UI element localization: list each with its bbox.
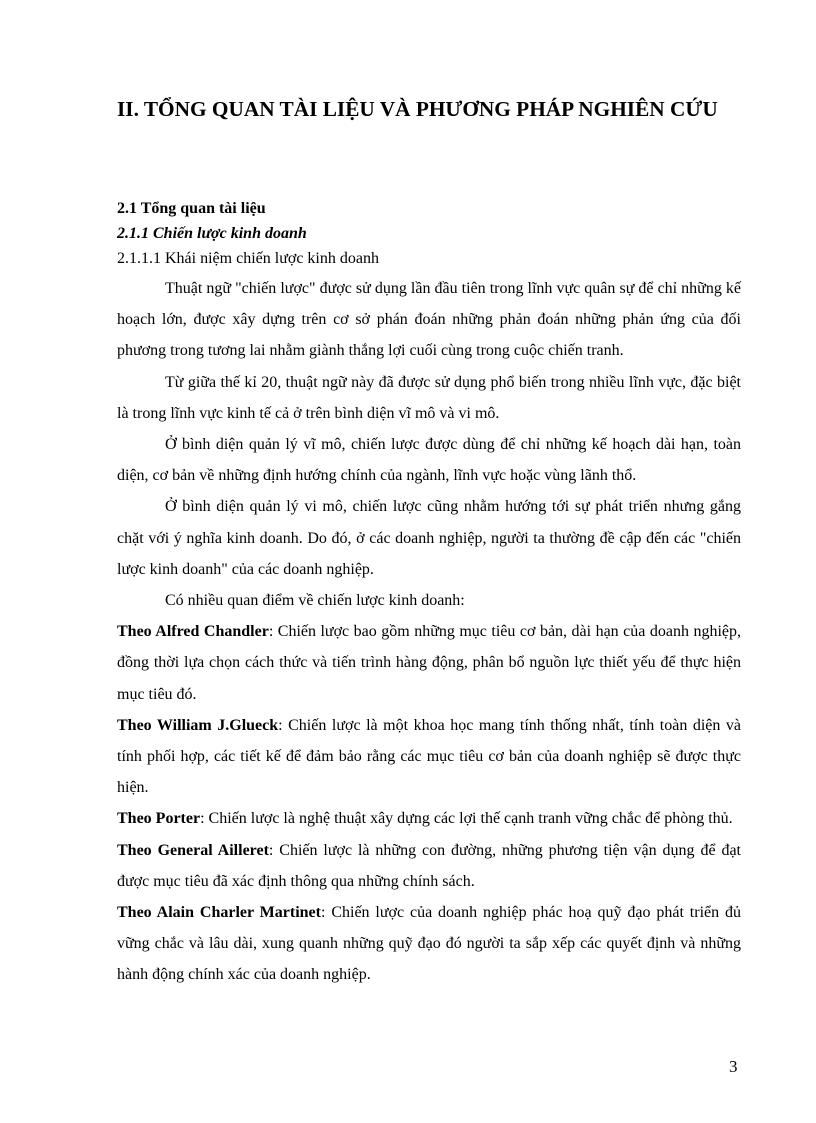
definition-item <box>117 803 741 834</box>
definition-author: Theo General Ailleret <box>117 841 269 859</box>
definition-item <box>117 897 741 991</box>
chapter-title: II. TỔNG QUAN TÀI LIỆU VÀ PHƯƠNG PHÁP NGHIÊN CỨU <box>117 97 718 121</box>
section-heading: 2.1 Tổng quan tài liệu <box>117 200 266 217</box>
subsubsection-heading: 2.1.1.1 Khái niệm chiến lược kinh doanh <box>117 250 379 267</box>
subsection-heading: 2.1.1 Chiến lược kinh doanh <box>117 225 307 242</box>
body-paragraph: Có nhiều quan điểm về chiến lược kinh doanh: <box>165 592 465 610</box>
body-paragraph: Ở bình diện quản lý vi mô, chiến lược cũng nhằm hướng tới sự phát triển nhưng gắng chặt với ý nghĩa kinh doanh. Do đó, ở các doanh nghiệp, người ta thường đề cập đến các "chiến lược kinh doanh" của các doanh nghiệp. <box>117 498 741 578</box>
body-paragraph: Từ giữa thế kỉ 20, thuật ngữ này đã được sử dụng phổ biến trong nhiều lĩnh vực, đặc biệt là trong lĩnh vực kinh tế cả ở trên bình diện vĩ mô và vi mô. <box>117 373 741 422</box>
page-content <box>117 197 741 991</box>
definition-text: : Chiến lược là nghệ thuật xây dựng các lợi thế cạnh tranh vững chắc để phòng thủ. <box>200 810 733 828</box>
body-paragraph: Ở bình diện quản lý vĩ mô, chiến lược được dùng để chỉ những kế hoạch dài hạn, toàn diện, cơ bản về những định hướng chính của ngành, lĩnh vực hoặc vùng lãnh thổ. <box>117 436 741 485</box>
definition-text: : Chiến lược bao gồm những mục tiêu cơ bản, dài hạn của doanh nghiệp, đồng thời lựa chọn cách thức và tiến trình hàng động, phân bổ nguồn lực thiết yếu để thực hiện mục tiêu đó. <box>117 623 742 703</box>
body-paragraph: Thuật ngữ "chiến lược" được sử dụng lần đầu tiên trong lĩnh vực quân sự để chỉ những kế hoạch lớn, được xây dựng trên cơ sở phán đoán những phản đoán những phản ứng của đối phương trong tương lai nhằm giành thắng lợi cuối cùng trong cuộc chiến tranh. <box>117 280 741 360</box>
definition-author: Theo Porter <box>117 810 201 828</box>
definition-text: : Chiến lược là những con đường, những phương tiện vận dụng để đạt được mục tiêu đã xác định thông qua những chính sách. <box>117 841 741 890</box>
definition-text: : Chiến lược của doanh nghiệp phác hoạ quỹ đạo phát triển đủ vững chắc và lâu dài, xung quanh những quỹ đạo đó người ta sắp xếp các quyết định và những hành động chính xác của doanh nghiệp. <box>117 904 742 984</box>
definition-author: Theo Alfred Chandler <box>117 623 269 641</box>
definition-item <box>117 710 741 804</box>
page-number: 3 <box>729 1057 738 1076</box>
definition-text: : Chiến lược là một khoa học mang tính thống nhất, tính toàn diện và tính phối hợp, các tiết kế để đảm bảo rằng các mục tiêu cơ bản của doanh nghiệp sẽ được thực hiện. <box>117 716 742 797</box>
definition-author: Theo William J.Glueck <box>117 716 279 734</box>
definition-item <box>117 835 741 897</box>
definition-item <box>117 616 741 710</box>
definition-author: Theo Alain Charler Martinet <box>117 904 321 922</box>
